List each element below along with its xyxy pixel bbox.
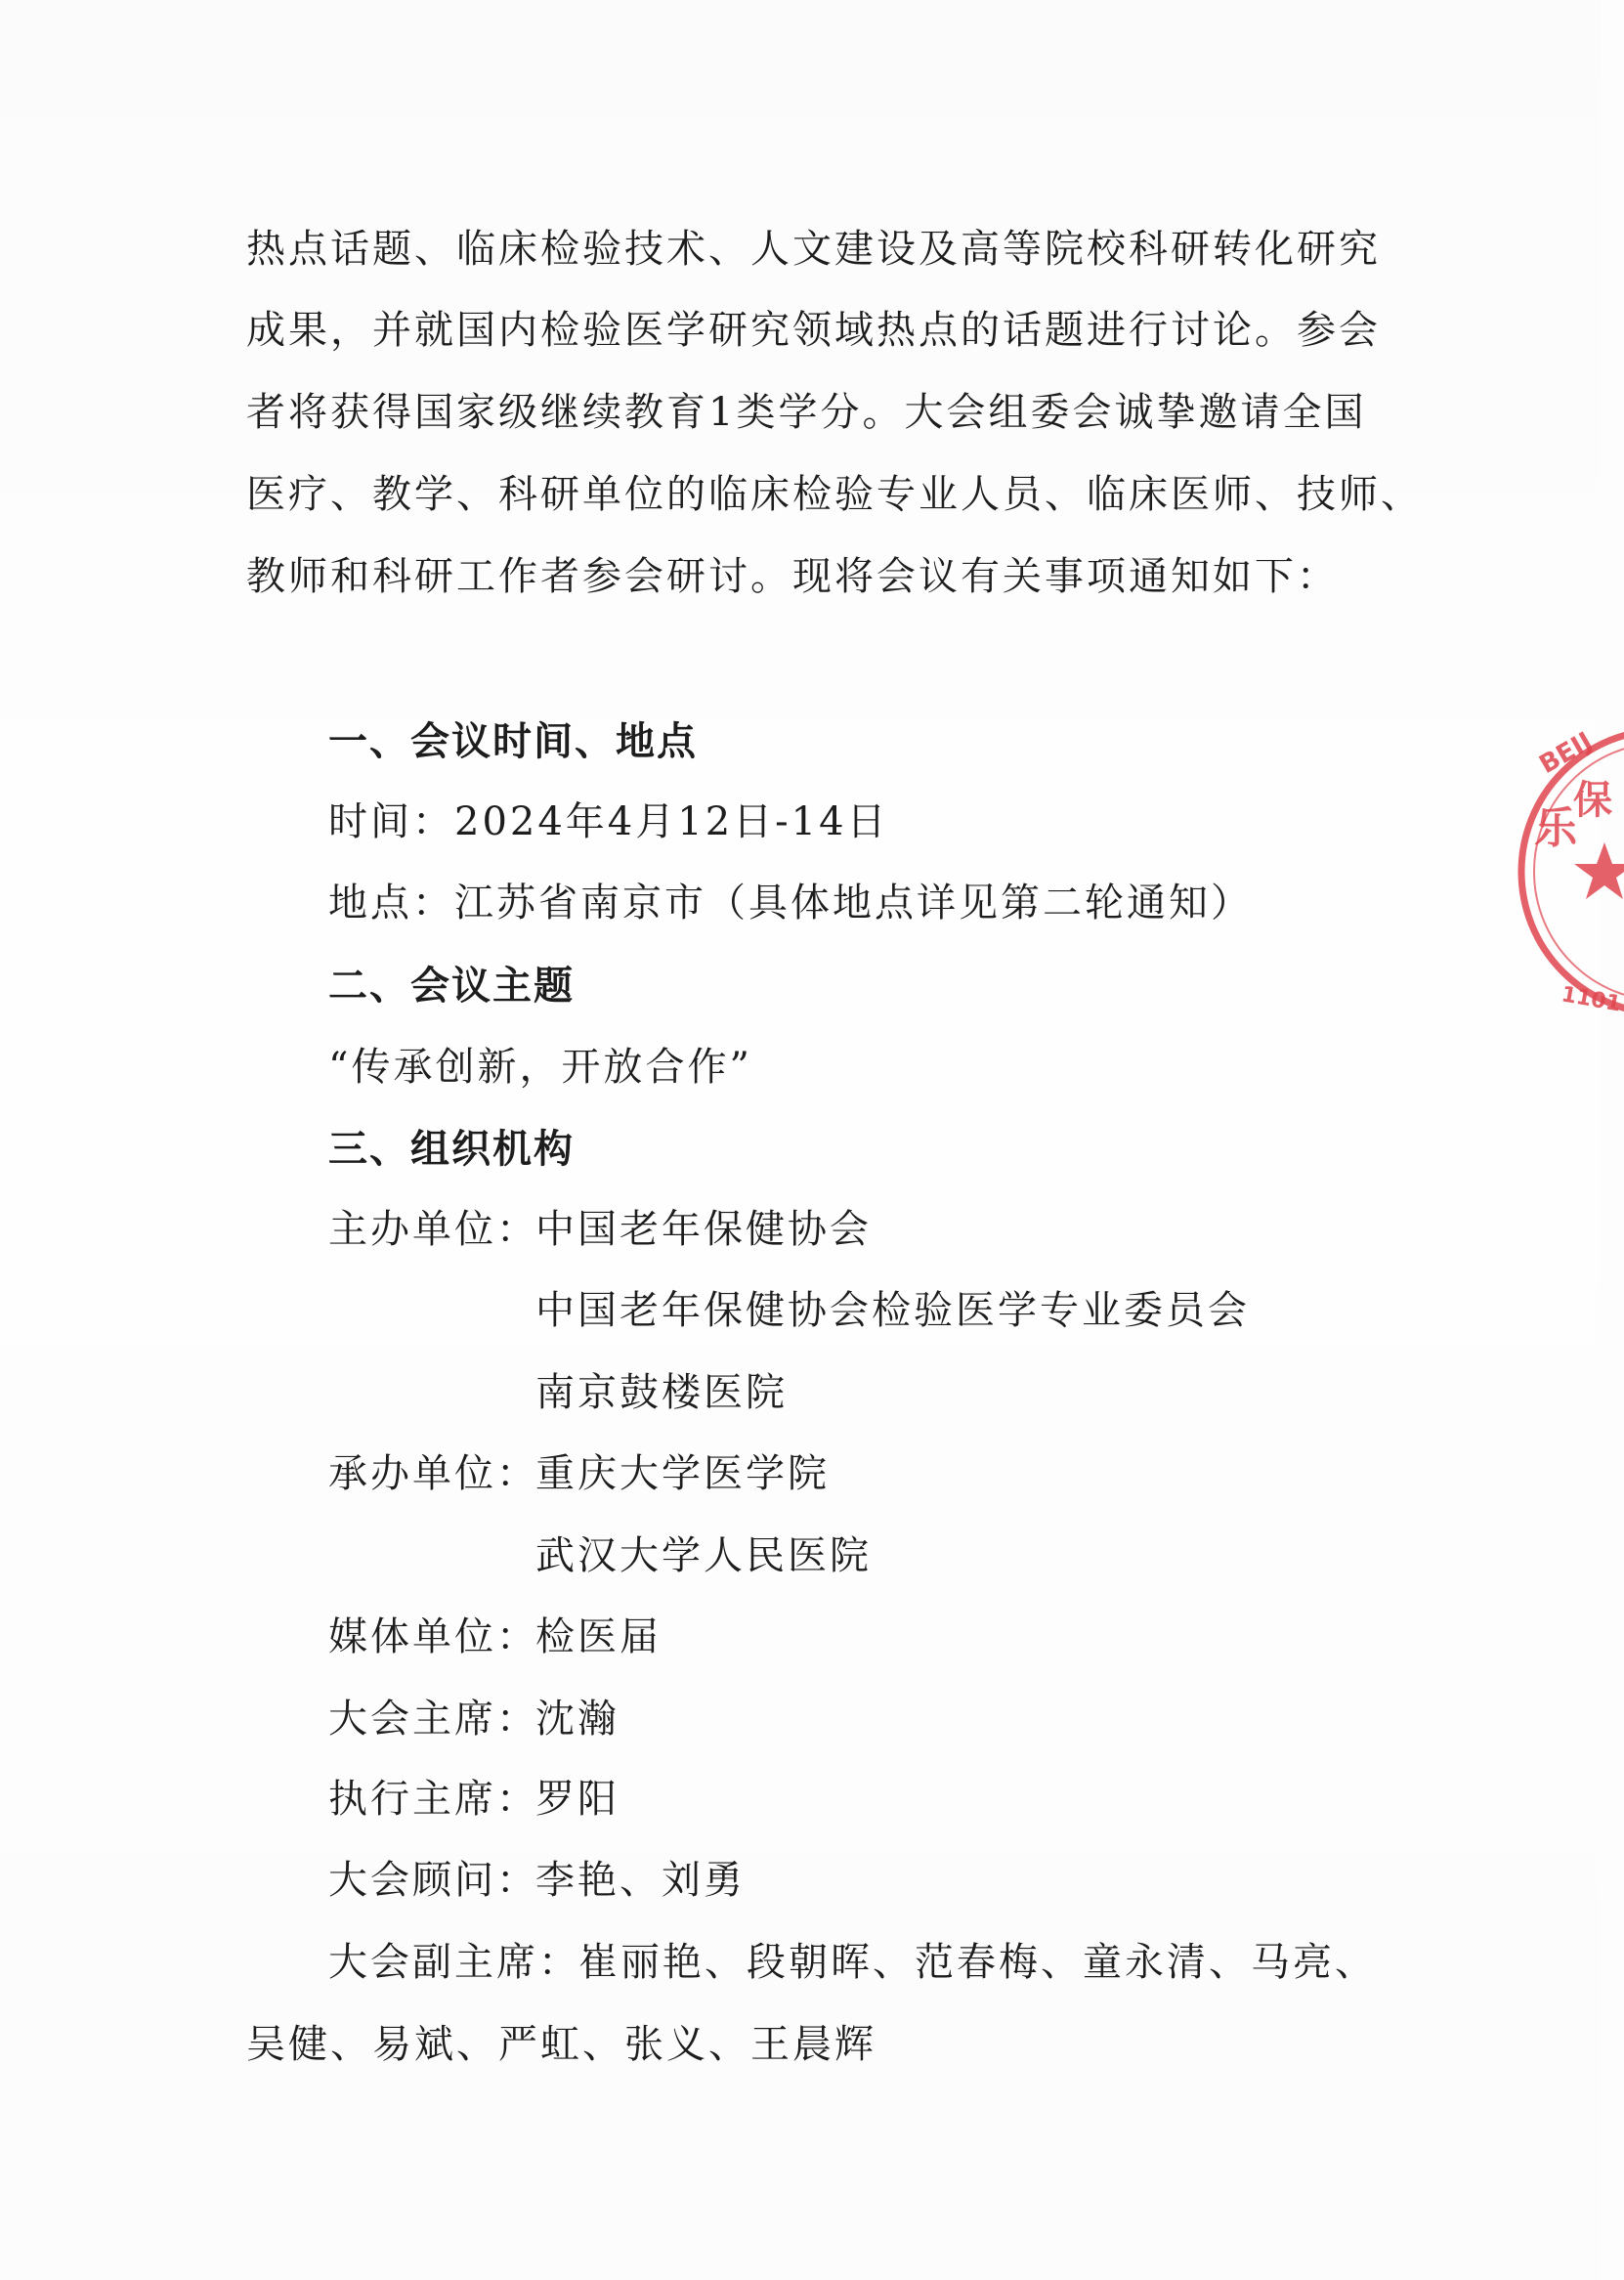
host-unit-2: 中国老年保健协会检验医学专业委员会: [535, 1288, 1250, 1333]
exec-chair-name: 罗阳: [535, 1777, 620, 1822]
advisor-label: 大会顾问：: [328, 1858, 538, 1903]
organizer-unit-1: 重庆大学医学院: [535, 1451, 830, 1496]
section-3-heading: 三、组织机构: [328, 1127, 575, 1172]
organizer-unit-2: 武汉大学人民医院: [535, 1533, 872, 1578]
intro-line-2: 成果，并就国内检验医学研究领域热点的话题进行讨论。参会: [246, 308, 1381, 353]
section-1-heading: 一、会议时间、地点: [328, 719, 698, 764]
intro-line-4: 医疗、教学、科研单位的临床检验专业人员、临床医师、技师、: [246, 472, 1423, 517]
media-label: 媒体单位：: [328, 1614, 538, 1659]
vice-chair-label: 大会副主席：: [328, 1940, 580, 1985]
exec-chair-label: 执行主席：: [328, 1777, 538, 1822]
chair-name: 沈瀚: [535, 1697, 620, 1742]
meeting-place: 地点：江苏省南京市（具体地点详见第二轮通知）: [328, 881, 1253, 925]
meeting-time: 时间：2024年4月12日-14日: [328, 799, 889, 844]
official-seal-stamp: [1517, 696, 1624, 1048]
intro-line-1: 热点话题、临床检验技术、人文建设及高等院校科研转化研究: [246, 227, 1381, 272]
chair-label: 大会主席：: [328, 1697, 538, 1742]
intro-line-5: 教师和科研工作者参会研讨。现将会议有关事项通知如下：: [246, 554, 1339, 599]
host-unit-3: 南京鼓楼医院: [535, 1370, 788, 1415]
vice-chair-names-line-1: 崔丽艳、段朝晖、范春梅、童永清、马亮、: [578, 1940, 1377, 1985]
seal-char-1: 乐: [1534, 803, 1577, 853]
seal-char-2: 保: [1573, 778, 1612, 823]
vice-chair-names-line-2: 吴健、易斌、严虹、张义、王晨辉: [246, 2022, 876, 2067]
meeting-theme: “传承创新，开放合作”: [328, 1045, 752, 1090]
section-2-heading: 二、会议主题: [328, 964, 575, 1009]
seal-star-icon: [1574, 842, 1624, 899]
host-unit-1: 中国老年保健协会: [535, 1207, 872, 1252]
organizer-label: 承办单位：: [328, 1451, 538, 1496]
intro-line-3: 者将获得国家级继续教育1类学分。大会组委会诚挚邀请全国: [246, 390, 1367, 435]
media-unit: 检医届: [535, 1614, 662, 1659]
host-label: 主办单位：: [328, 1207, 538, 1252]
seal-code: 1101: [1559, 982, 1623, 1017]
seal-partial-text: BEIJ: [1534, 726, 1598, 781]
advisor-names: 李艳、刘勇: [535, 1858, 746, 1903]
